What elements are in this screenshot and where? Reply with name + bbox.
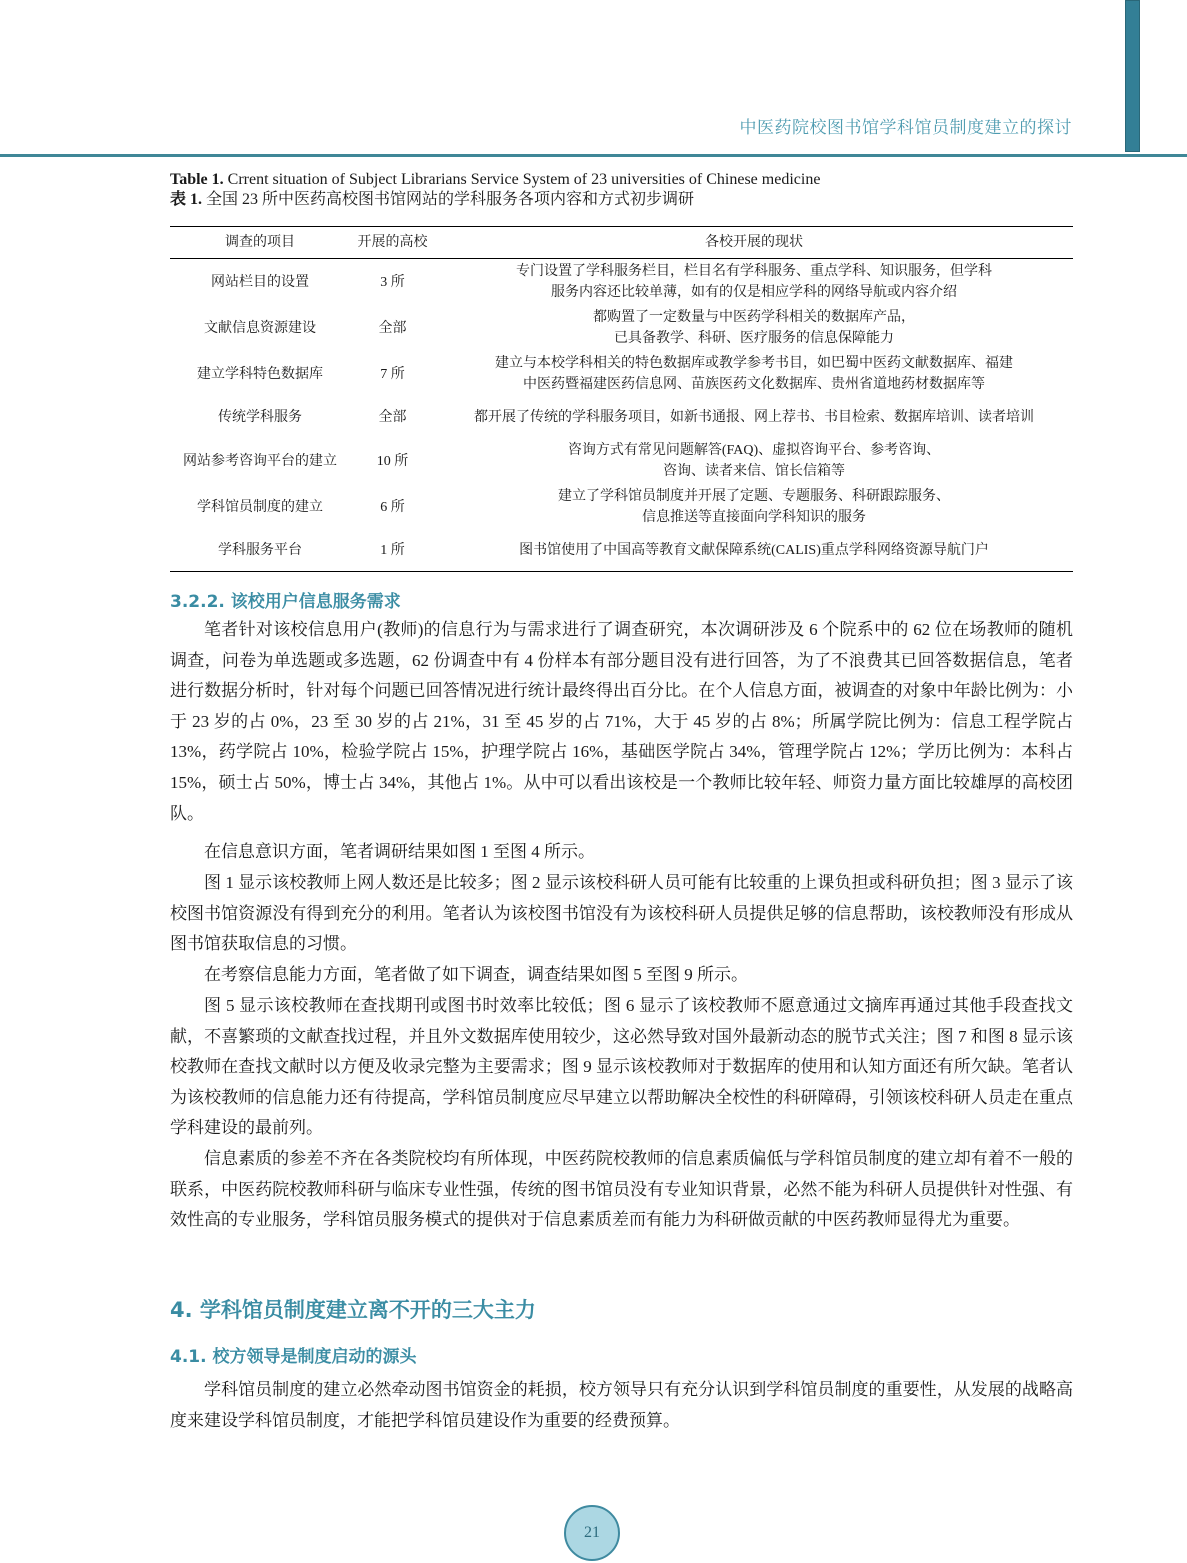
running-title: 中医药院校图书馆学科馆员制度建立的探讨 — [739, 118, 1072, 137]
table-row — [170, 438, 1073, 484]
paragraph: 图 1 显示该校教师上网人数还是比较多；图 2 显示该校科研人员可能有比较重的上课负担或科研负担；图 3 显示了该校图书馆资源没有得到充分的利用。笔者认为该校图书馆没有为该校科研人员提供足够的信息帮助，该校教师没有形成从图书馆获取信息的习惯。 — [170, 873, 1073, 954]
status-line: 已具备教学、科研、医疗服务的信息保障能力 — [614, 331, 894, 346]
header-rule — [0, 154, 1187, 157]
cell-item: 传统学科服务 — [218, 410, 302, 425]
status-line: 信息推送等直接面向学科知识的服务 — [642, 510, 866, 525]
paragraph: 学科馆员制度的建立必然牵动图书馆资金的耗损，校方领导只有充分认识到学科馆员制度的重要性，从发展的战略高度来建设学科馆员制度，才能把学科馆员建设作为重要的经费预算。 — [170, 1380, 1073, 1430]
cell-count: 7 所 — [380, 366, 405, 382]
paragraph: 笔者针对该校信息用户(教师)的信息行为与需求进行了调查研究，本次调研涉及 6 个院系中的 62 位在场教师的随机调查，问卷为单选题或多选题，62 份调查中有 4 份样本有部分题目没有进行回答，为了不浪费其已回答数据信息，笔者进行数据分析时，针对每个问题已回答情况进行统计最终得出百分比。在个人信息方面，被调查的对象中年龄比例为：小于 23 岁的占 0%，23 至 30 岁的占 21%，31 至 45 岁的占 71%，大于 45 岁的占 8%；所属学院比例为：信息工程学院占 13%，药学院占 10%，检验学院占 15%，护理学院占 16%，基础医学院占 34%，管理学院占 12%；学历比例为：本科占 15%，硕士占 50%，博士占 34%，其他占 1%。从中可以看出该校是一个教师比较年轻、师资力量方面比较雄厚的高校团队。 — [170, 620, 1073, 823]
caption-en: Table 1. Crrent situation of Subject Librarians Service System of 23 universities of Chinese medicine — [170, 171, 821, 188]
status-line: 咨询方式有常见问题解答(FAQ)、虚拟咨询平台、参考咨询、 — [567, 443, 941, 458]
caption-zh: 表 1. 全国 23 所中医药高校图书馆网站的学科服务各项内容和方式初步调研 — [170, 191, 695, 208]
status-line: 都开展了传统的学科服务项目，如新书通报、网上荐书、书目检索、数据库培训、读者培训 — [474, 410, 1034, 425]
status-line: 都购置了一定数量与中医药学科相关的数据库产品， — [593, 310, 915, 325]
cell-status — [435, 438, 1073, 484]
cell-count: 3 所 — [380, 274, 405, 290]
paragraph: 信息素质的参差不齐在各类院校均有所体现，中医药院校教师的信息素质偏低与学科馆员制度的建立却有着不一般的联系，中医药院校教师科研与临床专业性强，传统的图书馆员没有专业知识背景，必然不能为科研人员提供针对性强、有效性高的专业服务，学科馆员服务模式的提供对于信息素质差而有能力为科研做贡献的中医药教师显得尤为重要。 — [170, 1149, 1073, 1230]
cell-count: 10 所 — [376, 453, 409, 469]
header-accent-bar — [1125, 0, 1140, 152]
paragraph: 在考察信息能力方面，笔者做了如下调查，调查结果如图 5 至图 9 所示。 — [204, 965, 748, 984]
status-line: 建立了学科馆员制度并开展了定题、专题服务、科研跟踪服务、 — [558, 489, 950, 504]
status-line: 建立与本校学科相关的特色数据库或教学参考书目，如巴蜀中医药文献数据库、福建 — [495, 356, 1013, 371]
cell-count: 1 所 — [380, 543, 405, 558]
cell-status — [435, 351, 1073, 397]
table-header-row — [170, 227, 1073, 259]
table-row — [170, 397, 1073, 438]
cell-item: 建立学科特色数据库 — [197, 366, 323, 382]
page-number: 21 — [564, 1505, 620, 1561]
cell-item: 网站参考咨询平台的建立 — [183, 453, 337, 469]
table-row — [170, 484, 1073, 530]
section-heading-4: 4. 学科馆员制度建立离不开的三大主力 — [170, 1298, 536, 1322]
status-line: 专门设置了学科服务栏目，栏目名有学科服务、重点学科、知识服务，但学科 — [516, 264, 992, 279]
table-row — [170, 259, 1073, 306]
column-header: 调查的项目 — [225, 235, 295, 250]
cell-count: 6 所 — [380, 499, 405, 515]
cell-status — [435, 530, 1073, 572]
paragraph: 图 5 显示该校教师在查找期刊或图书时效率比较低；图 6 显示了该校教师不愿意通过文摘库再通过其他手段查找文献，不喜繁琐的文献查找过程，并且外文数据库使用较少，这必然导致对国外最新动态的脱节式关注；图 7 和图 8 显示该校教师在查找文献时以方便及收录完整为主要需求；图 9 显示该校教师对于数据库的使用和认知方面还有所欠缺。笔者认为该校教师的信息能力还有待提高，学科馆员制度应尽早建立以帮助解决全校性的科研障碍，引领该校科研人员走在重点学科建设的最前列。 — [170, 996, 1073, 1138]
table-row — [170, 351, 1073, 397]
status-line: 服务内容还比较单薄，如有的仅是相应学科的网络导航或内容介绍 — [551, 285, 957, 300]
cell-item: 网站栏目的设置 — [211, 274, 309, 290]
table-row — [170, 530, 1073, 572]
table-caption — [170, 170, 820, 210]
column-header: 各校开展的现状 — [705, 235, 803, 250]
section-heading-4-1: 4.1. 校方领导是制度启动的源头 — [170, 1347, 417, 1367]
cell-status — [435, 397, 1073, 438]
cell-item: 学科馆员制度的建立 — [197, 499, 323, 515]
cell-item: 学科服务平台 — [218, 543, 302, 558]
cell-item: 文献信息资源建设 — [204, 320, 316, 336]
cell-count: 全部 — [378, 410, 407, 425]
cell-status — [435, 484, 1073, 530]
table-row — [170, 305, 1073, 351]
column-header: 开展的高校 — [357, 235, 428, 250]
status-line: 图书馆使用了中国高等教育文献保障系统(CALIS)重点学科网络资源导航门户 — [519, 543, 989, 558]
cell-status — [435, 305, 1073, 351]
cell-count: 全部 — [378, 320, 407, 336]
paragraph: 在信息意识方面，笔者调研结果如图 1 至图 4 所示。 — [204, 842, 595, 861]
survey-table — [170, 226, 1073, 572]
status-line: 中医药暨福建医药信息网、苗族医药文化数据库、贵州省道地药材数据库等 — [523, 377, 985, 392]
cell-status — [435, 259, 1073, 306]
status-line: 咨询、读者来信、馆长信箱等 — [663, 464, 845, 479]
section-heading-3-2-2: 3.2.2. 该校用户信息服务需求 — [170, 592, 401, 612]
